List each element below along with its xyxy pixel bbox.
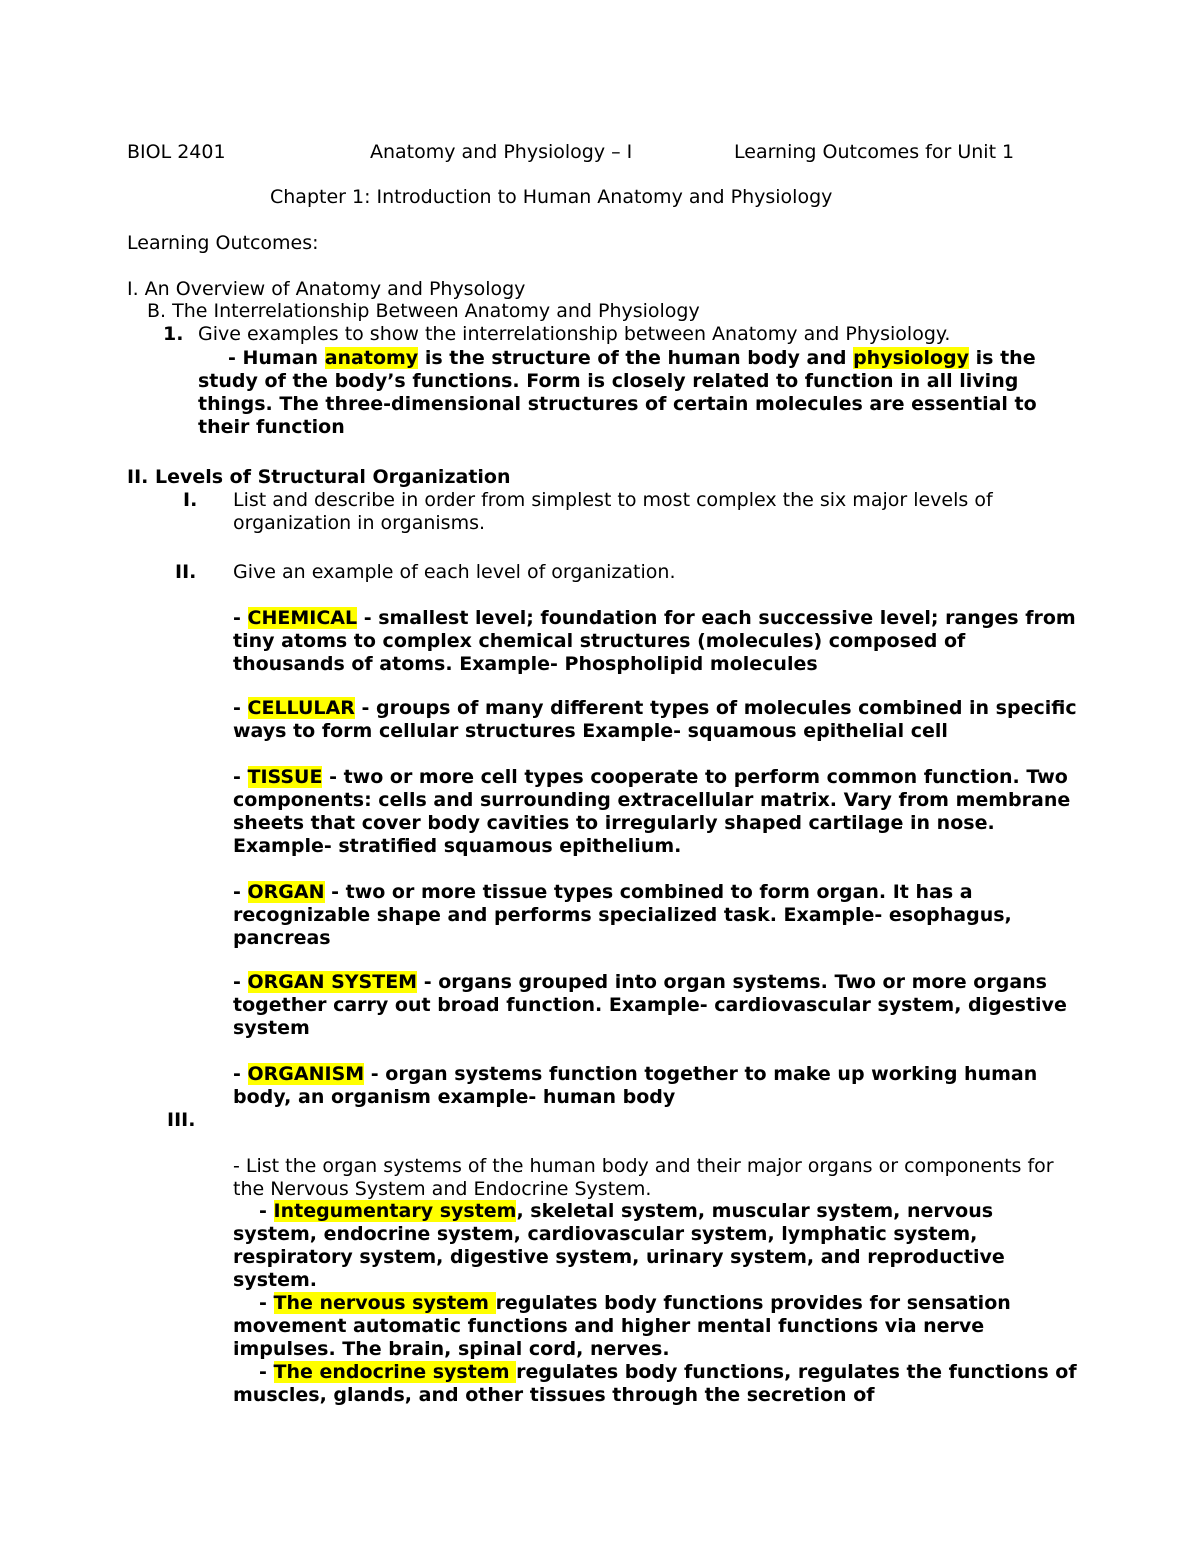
section2-item2-text: Give an example of each level of organization. [233,561,676,583]
level-organism: - ORGANISM - organ systems function together to make up working human body, an organism example- human body [233,1063,1038,1108]
level-term: CHEMICAL [247,607,358,629]
section2-item3-number: III. [167,1109,196,1131]
course-title: Anatomy and Physiology – I [370,141,633,163]
organ-systems-list: - Integumentary system, skeletal system, muscular system, nervous system, endocrine system, cardiovascular system, lymphatic system, respiratory system, digestive system, urinary system, and reproductive system. [233,1200,1005,1291]
endocrine-system-entry: - The endocrine system regulates body functions, regulates the functions of muscles, glands, and other tissues through the secretion of [233,1361,1077,1406]
level-organ-system: - ORGAN SYSTEM - organs grouped into organ systems. Two or more organs together carry out broad function. Example- cardiovascular system, digestive system [233,971,1067,1039]
unit-title: Learning Outcomes for Unit 1 [734,141,1015,163]
section2-heading: II. Levels of Structural Organization [127,466,511,488]
section3-prompt: - List the organ systems of the human body and their major organs or components for the Nervous System and Endocrine System. [233,1155,1054,1200]
level-term: CELLULAR [247,697,355,719]
section2-item1-number: I. [183,489,198,511]
section1-item1-number: 1. [163,323,184,345]
section2-item1-text: List and describe in order from simplest to most complex the six major levels of organization in organisms. [233,489,993,534]
highlight-nervous-system: The nervous system [273,1292,496,1314]
highlight-endocrine-system: The endocrine system [273,1361,517,1383]
level-tissue: - TISSUE - two or more cell types cooperate to perform common function. Two components: cells and surrounding extracellular matrix. Vary from membrane sheets that cover body cavities to irregularly shaped cartilage in nose. Example- stratified squamous epithelium. [233,766,1071,857]
highlight-physiology: physiology [853,347,970,369]
highlight-anatomy: anatomy [324,347,419,369]
level-term: ORGAN SYSTEM [247,971,418,993]
level-organ: - ORGAN - two or more tissue types combined to form organ. It has a recognizable shape and performs specialized task. Example- esophagus, pancreas [233,881,1012,949]
level-chemical: - CHEMICAL - smallest level; foundation for each successive level; ranges from tiny atoms to complex chemical structures (molecules) composed of thousands of atoms. Example- Phospholipid molecules [233,607,1076,675]
level-term: ORGANISM [247,1063,365,1085]
chapter-title: Chapter 1: Introduction to Human Anatomy and Physiology [270,186,833,208]
section1-item1-text: Give examples to show the interrelationship between Anatomy and Physiology. [198,323,951,345]
level-cellular: - CELLULAR - groups of many different types of molecules combined in specific ways to form cellular structures Example- squamous epithelial cell [233,697,1077,742]
level-term: TISSUE [247,766,323,788]
level-term: ORGAN [247,881,325,903]
section1-subheading: B. The Interrelationship Between Anatomy and Physiology [147,300,700,322]
outcomes-label: Learning Outcomes: [127,232,319,254]
course-code: BIOL 2401 [127,141,226,163]
nervous-system-entry: - The nervous system regulates body functions provides for sensation movement automatic functions and higher mental functions via nerve impulses. The brain, spinal cord, nerves. [233,1292,1011,1360]
section2-item2-number: II. [175,561,197,583]
section1-heading: I. An Overview of Anatomy and Physology [127,278,526,300]
highlight-integumentary: Integumentary system [273,1200,517,1222]
section1-answer: - Human anatomy is the structure of the human body and physiology is the study of the body’s functions. Form is closely related to function in all living things. The three-dimensional structures of certain molecules are essential to their function [198,347,1037,438]
